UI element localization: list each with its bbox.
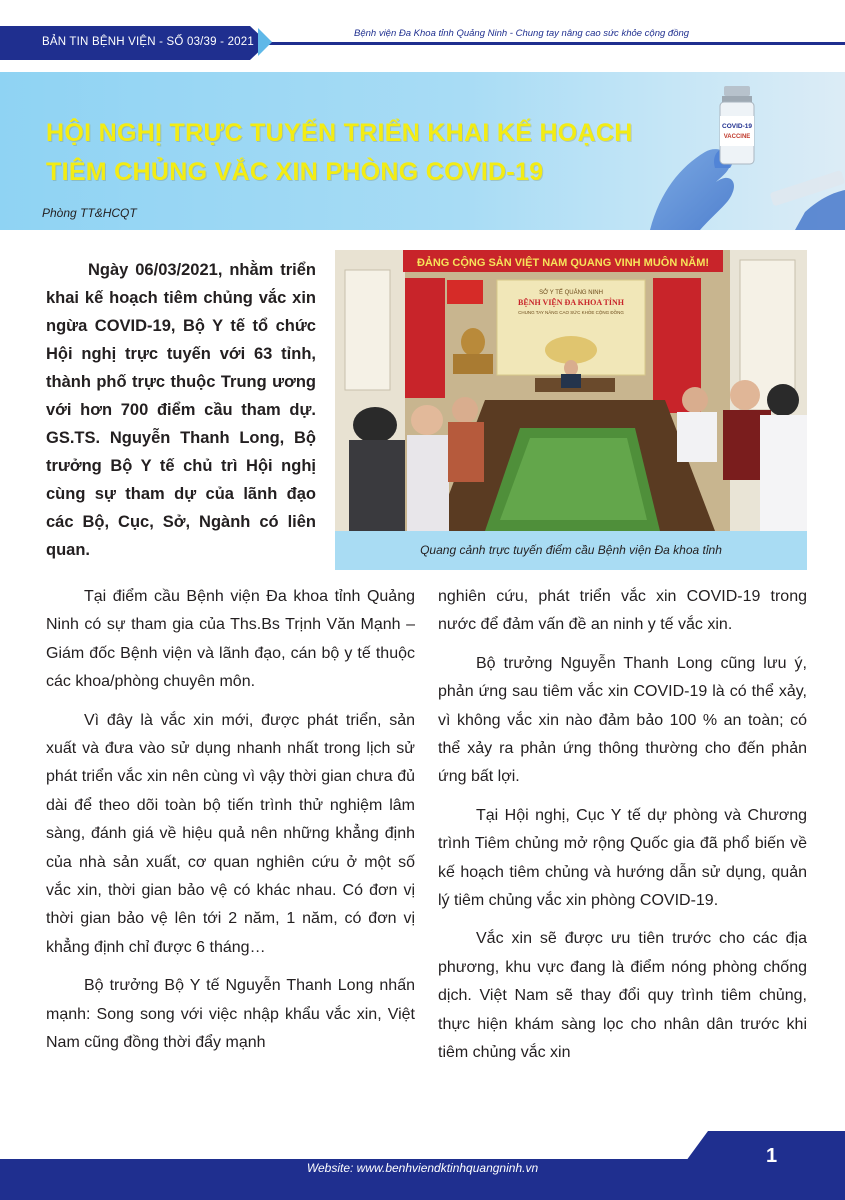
issue-label: BẢN TIN BỆNH VIỆN - SỐ 03/39 - 2021 (42, 36, 254, 48)
article-title-line-2: TIÊM CHỦNG VẮC XIN PHÒNG COVID-19 (46, 158, 544, 186)
header-slogan: Bệnh viện Đa Khoa tỉnh Quảng Ninh - Chung tay nâng cao sức khỏe cộng đồng (354, 28, 690, 39)
svg-text:VACCINE: VACCINE (723, 134, 751, 140)
body-column-right (438, 583, 807, 1078)
photo-board-line-1: SỞ Y TẾ QUẢNG NINH (539, 290, 603, 296)
photo-caption: Quang cảnh trực tuyến điểm cầu Bệnh viện Đa khoa tỉnh (420, 543, 722, 557)
photo-board-line-3: CHUNG TAY NÂNG CAO SỨC KHỎE CỘNG ĐỒNG (518, 310, 624, 315)
body-paragraph: nghiên cứu, phát triển vắc xin COVID-19 trong nước để đảm vấn đề an ninh y tế vắc xin. (438, 588, 807, 634)
photo-banner-text: ĐẢNG CỘNG SẢN VIỆT NAM QUANG VINH MUÔN NĂM! (416, 257, 710, 269)
footer-website: Website: www.benhviendktinhquangninh.vn (306, 1161, 539, 1175)
page-number: 1 (766, 1145, 778, 1167)
body-paragraph: Vì đây là vắc xin mới, được phát triển, sản xuất và đưa vào sử dụng nhanh nhất trong lịch sử phát triển vắc xin nên cùng vì vậy thời gian chưa đủ dài để theo dõi toàn bộ tiến trình thử nghiệm lâm sàng, đánh giá về hiệu quả nên những khẳng định của nhà sản xuất, cơ quan nghiên cứu ở một số vắc xin, thời gian bảo vệ có khác nhau. Có đơn vị thời gian bảo vệ lên tới 2 năm, 1 năm, có đơn vị khẳng định chỉ được 6 tháng… (46, 711, 415, 956)
lead-paragraph: Ngày 06/03/2021, nhằm triển khai kế hoạch tiêm chủng vắc xin ngừa COVID-19, Bộ Y tế tổ chức Hội nghị trực tuyến với 63 tỉnh, thành phố trực thuộc Trung ương với hơn 700 điểm cầu tham dự. GS.TS. Nguyễn Thanh Long, Bộ trưởng Bộ Y tế chủ trì Hội nghị cùng sự tham dự của lãnh đạo các Bộ, Cục, Sở, Ngành có liên quan. (46, 261, 316, 559)
body-paragraph: Vắc xin sẽ được ưu tiên trước cho các địa phương, khu vực đang là điểm nóng phòng chống dịch. Việt Nam sẽ thay đổi quy trình tiêm chủng, thực hiện khám sàng lọc cho nhân dân trước khi tiêm chủng vắc xin (438, 930, 807, 1062)
body-paragraph: Tại Hội nghị, Cục Y tế dự phòng và Chương trình Tiêm chủng mở rộng Quốc gia đã phổ biến về kế hoạch tiêm chủng và hướng dẫn sử dụng, quản lý tiêm chủng vắc xin phòng COVID-19. (438, 806, 807, 910)
body-column-left (46, 583, 415, 1068)
svg-text:COVID-19: COVID-19 (722, 123, 752, 130)
body-paragraph: Bộ trưởng Bộ Y tế Nguyễn Thanh Long nhấn mạnh: Song song với việc nhập khẩu vắc xin, Việt Nam cũng đồng thời đẩy mạnh (46, 977, 415, 1052)
article-title (46, 114, 726, 192)
conference-photo (335, 250, 807, 531)
body-paragraph: Bộ trưởng Nguyễn Thanh Long cũng lưu ý, phản ứng sau tiêm vắc xin COVID-19 là có thể xảy, vì không vắc xin nào đảm bảo 100 % an toàn; có thể xảy ra phản ứng thông thường cho đến phản ứng bất lợi. (438, 654, 807, 786)
article-author: Phòng TT&HCQT (42, 206, 137, 220)
body-paragraph: Tại điểm cầu Bệnh viện Đa khoa tỉnh Quảng Ninh có sự tham gia của Ths.Bs Trịnh Văn Mạnh – Giám đốc Bệnh viện và lãnh đạo, cán bộ y tế thuộc các khoa/phòng chuyên môn. (46, 588, 415, 691)
chevron-right-icon (258, 28, 272, 56)
article-title-line-1: HỘI NGHỊ TRỰC TUYẾN TRIỂN KHAI KẾ HOẠCH (46, 119, 633, 147)
photo-board-line-2: BỆNH VIỆN ĐA KHOA TỈNH (518, 298, 624, 307)
